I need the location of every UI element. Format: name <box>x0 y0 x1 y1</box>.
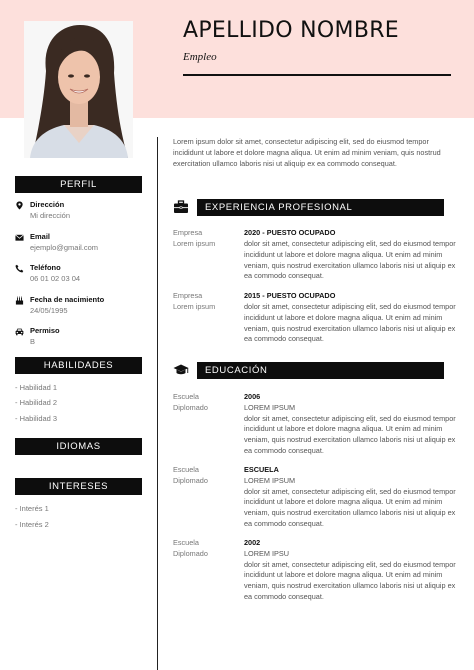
experience-entry-body: dolor sit amet, consectetur adipiscing elit, sed do eiusmod tempor incididunt ut labore et dolore magna aliqua. Ut enim ad minim veniam, quis nostrud exercitation ullamco laboris nisi ut aliquip ex ea commodo consequat. <box>244 302 456 344</box>
profile-heading: PERFIL <box>15 176 142 193</box>
school-label: Escuela <box>173 465 199 474</box>
experience-heading: EXPERIENCIA PROFESIONAL <box>197 199 444 216</box>
education-entry-subtitle: LOREM IPSUM <box>244 402 296 412</box>
graduation-cap-icon <box>173 362 189 378</box>
education-entry-text <box>244 392 460 457</box>
company-label: Empresa <box>173 228 203 237</box>
education-entry-text <box>244 465 460 530</box>
email-label: Email <box>30 232 51 241</box>
school-label: Escuela <box>173 392 199 401</box>
experience-entry-labels <box>173 228 215 250</box>
company-name: Lorem ipsum <box>173 238 216 248</box>
address-label: Dirección <box>30 200 65 209</box>
car-icon <box>15 327 24 336</box>
languages-heading: IDIOMAS <box>15 438 142 455</box>
diploma-label: Diplomado <box>173 402 208 412</box>
school-label: Escuela <box>173 538 199 547</box>
education-entry-text <box>244 538 460 603</box>
candidate-name: APELLIDO NOMBRE <box>183 18 400 43</box>
portrait-image <box>24 21 133 158</box>
company-name: Lorem ipsum <box>173 301 216 311</box>
skill-item: - Habilidad 2 <box>15 398 58 407</box>
interests-heading: INTERESES <box>15 478 142 495</box>
location-pin-icon <box>15 201 24 210</box>
education-entry-title: ESCUELA <box>244 465 279 474</box>
email-value: ejemplo@gmail.com <box>30 243 99 252</box>
skills-heading: HABILIDADES <box>15 357 142 374</box>
license-label: Permiso <box>30 326 60 335</box>
skill-item: - Habilidad 3 <box>15 414 58 423</box>
experience-entry-title: 2015 - PUESTO OCUPADO <box>244 291 336 300</box>
briefcase-icon <box>173 199 189 215</box>
experience-entry-body: dolor sit amet, consectetur adipiscing elit, sed do eiusmod tempor incididunt ut labore et dolore magna aliqua. Ut enim ad minim veniam, quis nostrud exercitation ullamco laboris nisi ut aliquip ex ea commodo consequat. <box>244 239 456 281</box>
phone-label: Teléfono <box>30 263 61 272</box>
intro-paragraph: Lorem ipsum dolor sit amet, consectetur adipiscing elit, sed do eiusmod tempor incididunt ut labore et dolore magna aliqua. Ut enim ad minim veniam, quis nostrud exercitation ullamco laboris nisi ut aliquip ex ea commodo consequat. <box>173 137 441 168</box>
education-entry-title: 2002 <box>244 538 261 547</box>
education-entry-subtitle: LOREM IPSU <box>244 548 290 558</box>
name-divider <box>183 74 451 76</box>
phone-icon <box>15 264 24 273</box>
address-value: Mi dirección <box>30 211 71 220</box>
education-entry-body: dolor sit amet, consectetur adipiscing elit, sed do eiusmod tempor incididunt ut labore et dolore magna aliqua. Ut enim ad minim veniam, quis nostrud exercitation ullamco laboris nisi ut aliquip ex ea commodo consequat. <box>244 486 456 528</box>
education-entry-labels <box>173 538 208 560</box>
interest-item: - Interés 1 <box>15 504 49 513</box>
education-entry-subtitle: LOREM IPSUM <box>244 475 296 485</box>
license-value: B <box>30 337 36 346</box>
envelope-icon <box>15 233 24 242</box>
birthdate-value: 24/05/1995 <box>30 306 68 315</box>
education-entry-body: dolor sit amet, consectetur adipiscing elit, sed do eiusmod tempor incididunt ut labore et dolore magna aliqua. Ut enim ad minim veniam, quis nostrud exercitation ullamco laboris nisi ut aliquip ex ea commodo consequat. <box>244 413 456 455</box>
interest-item: - Interés 2 <box>15 520 49 529</box>
company-label: Empresa <box>173 291 203 300</box>
phone-value: 06 01 02 03 04 <box>30 274 81 283</box>
education-entry-labels <box>173 465 208 487</box>
experience-entry-title: 2020 - PUESTO OCUPADO <box>244 228 336 237</box>
education-entry-labels <box>173 392 208 414</box>
diploma-label: Diplomado <box>173 548 208 558</box>
experience-entry-labels <box>173 291 215 313</box>
column-divider <box>157 137 158 670</box>
birthday-cake-icon <box>15 296 24 305</box>
skill-item: - Habilidad 1 <box>15 383 58 392</box>
birthdate-label: Fecha de nacimiento <box>30 295 105 304</box>
education-heading: EDUCACIÓN <box>197 362 444 379</box>
diploma-label: Diplomado <box>173 475 208 485</box>
education-entry-title: 2006 <box>244 392 261 401</box>
job-title: Empleo <box>183 51 217 63</box>
education-entry-body: dolor sit amet, consectetur adipiscing elit, sed do eiusmod tempor incididunt ut labore et dolore magna aliqua. Ut enim ad minim veniam, quis nostrud exercitation ullamco laboris nisi ut aliquip ex ea commodo consequat. <box>244 559 456 601</box>
profile-photo <box>24 21 133 158</box>
